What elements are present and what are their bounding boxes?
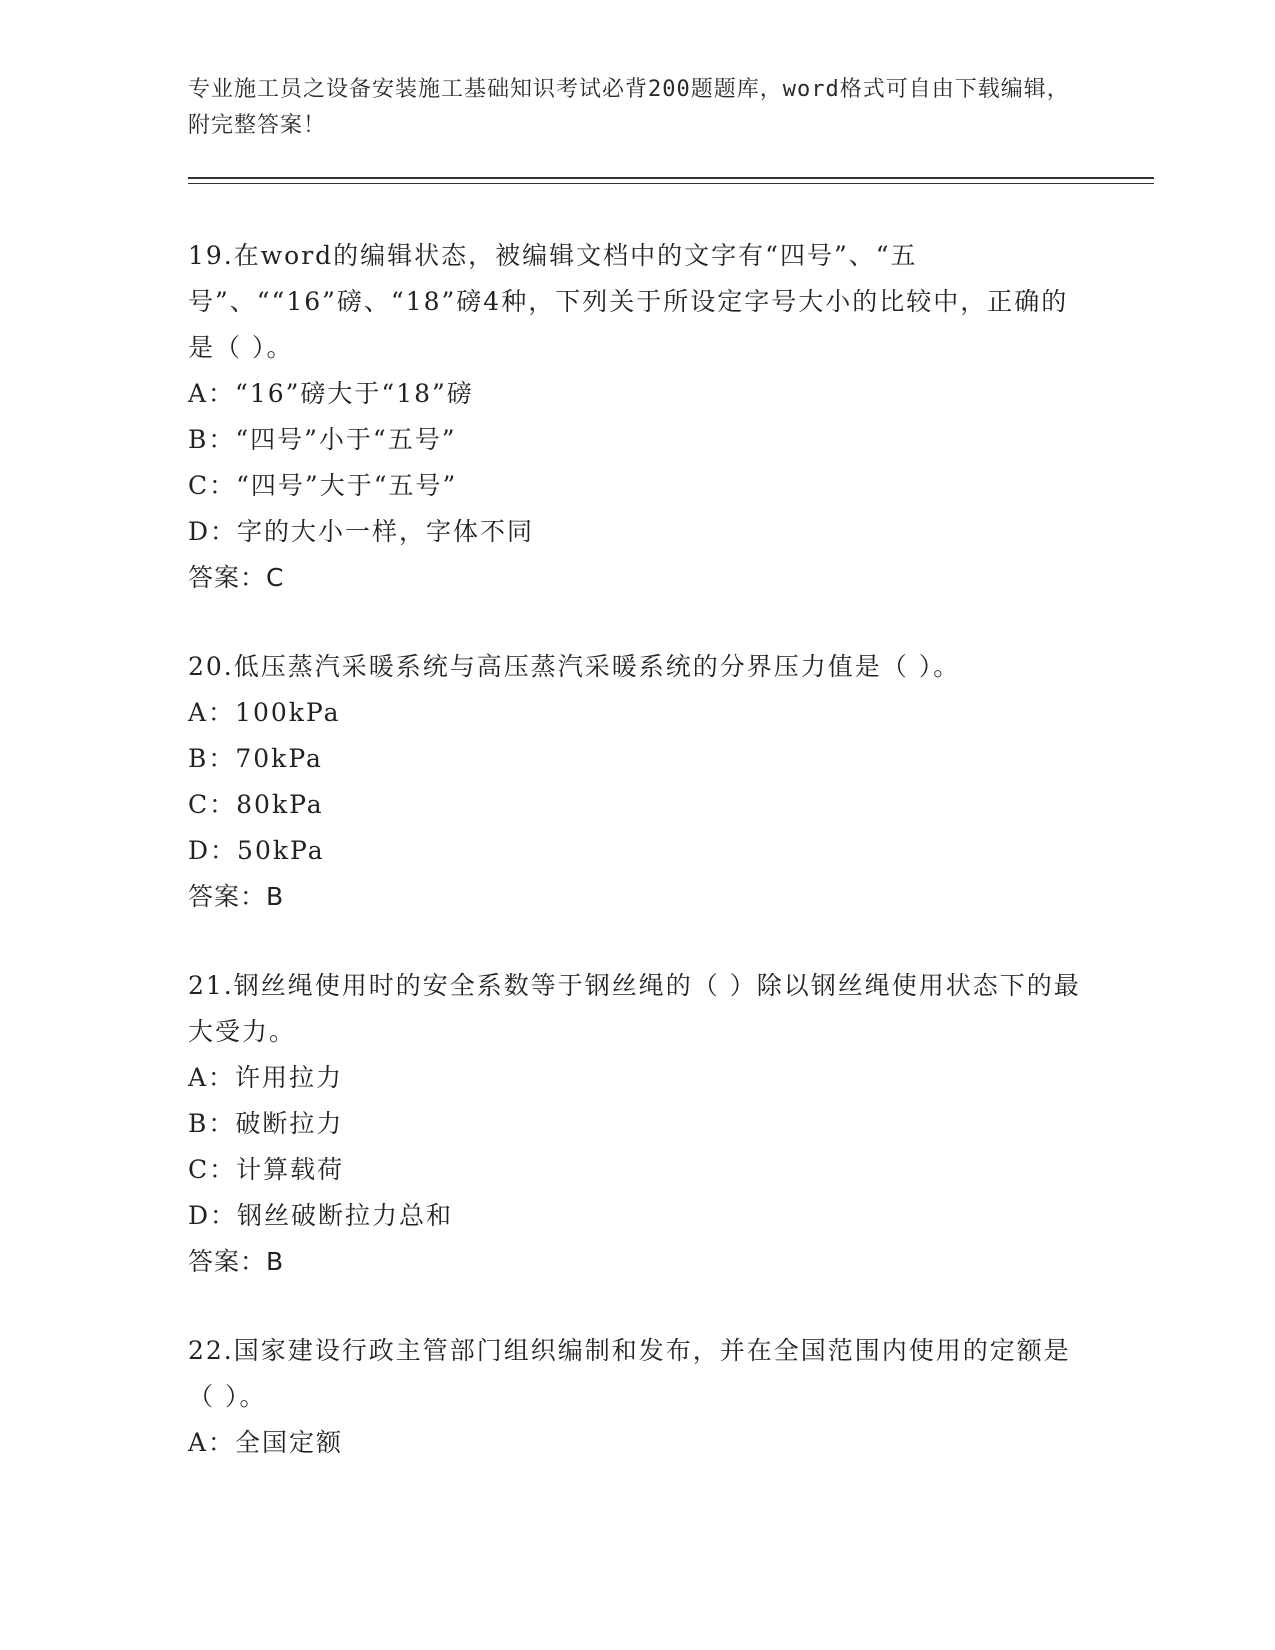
answer-line: 答案：B xyxy=(188,1247,285,1276)
option-b: B：70kPa xyxy=(188,744,323,773)
answer-line: 答案：B xyxy=(188,882,285,911)
answer-line: 答案：C xyxy=(188,563,285,592)
question-stem: 22.国家建设行政主管部门组织编制和发布，并在全国范围内使用的定额是（ ）。 xyxy=(188,1336,1071,1411)
option-d: D：钢丝破断拉力总和 xyxy=(188,1201,454,1230)
option-c: C：计算载荷 xyxy=(188,1155,345,1184)
header-divider-thin xyxy=(188,183,1154,184)
option-a: A：“16”磅大于“18”磅 xyxy=(188,379,474,408)
option-b: B：破断拉力 xyxy=(188,1109,344,1138)
header-title: 专业施工员之设备安装施工基础知识考试必背200题题库，word格式可自由下载编辑，附完整答案！ xyxy=(188,77,1070,138)
header-divider-thick xyxy=(188,177,1154,179)
question-22 xyxy=(188,1328,1088,1466)
option-c: C：80kPa xyxy=(188,790,324,819)
option-a: A：许用拉力 xyxy=(188,1063,344,1092)
option-c: C：“四号”大于“五号” xyxy=(188,471,458,500)
document-header xyxy=(188,72,1088,144)
question-stem: 19.在word的编辑状态，被编辑文档中的文字有“四号”、“五号”、““16”磅、“18”磅4种，下列关于所设定字号大小的比较中，正确的是（ ）。 xyxy=(188,241,1069,362)
question-19 xyxy=(188,233,1088,601)
question-stem: 20.低压蒸汽采暖系统与高压蒸汽采暖系统的分界压力值是（ ）。 xyxy=(188,652,961,681)
option-b: B：“四号”小于“五号” xyxy=(188,425,457,454)
option-d: D：字的大小一样，字体不同 xyxy=(188,517,535,546)
question-list xyxy=(188,233,1088,1509)
question-stem: 21.钢丝绳使用时的安全系数等于钢丝绳的（ ）除以钢丝绳使用状态下的最大受力。 xyxy=(188,971,1081,1046)
question-20 xyxy=(188,644,1088,920)
option-a: A：100kPa xyxy=(188,698,341,727)
question-21 xyxy=(188,963,1088,1285)
option-d: D：50kPa xyxy=(188,836,325,865)
option-a: A：全国定额 xyxy=(188,1428,344,1457)
